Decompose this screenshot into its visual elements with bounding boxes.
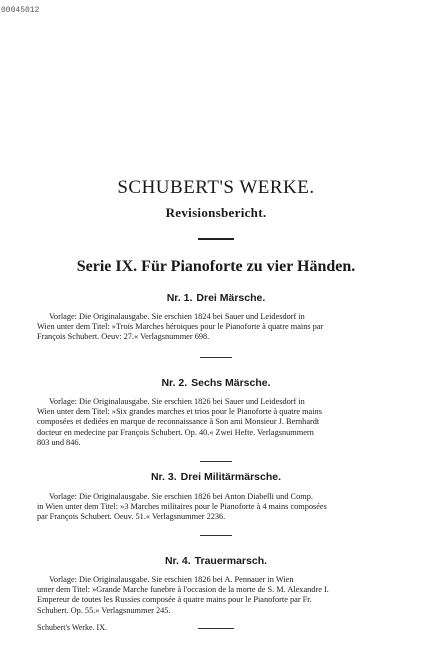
section-number: Nr. 3. bbox=[150, 471, 177, 483]
body-line: Vorlage: Die Originalausgabe. Sie erschien 1824 bei Sauer und Leidesdorf in bbox=[49, 312, 305, 321]
section-heading bbox=[0, 471, 432, 483]
body-line: François Schubert. Oeuv: 27.« Verlagsnummer 698. bbox=[37, 332, 210, 342]
section-heading bbox=[0, 377, 432, 389]
page-title: SCHUBERT'S WERKE. bbox=[117, 177, 315, 198]
section-divider bbox=[200, 461, 232, 462]
section-number: Nr. 2. bbox=[161, 377, 188, 389]
body-line: Vorlage: Die Originalausgabe. Sie erschien 1826 bei Sauer und Leidesdorf in bbox=[49, 397, 305, 406]
page-subtitle: Revisionsbericht. bbox=[165, 205, 267, 220]
section-heading bbox=[0, 292, 432, 304]
title-divider bbox=[198, 238, 234, 240]
body-line: 803 und 846. bbox=[37, 437, 81, 447]
section-number: Nr. 1. bbox=[166, 292, 193, 304]
series-heading: Serie IX. Für Pianoforte zu vier Händen. bbox=[76, 258, 356, 275]
body-line: Schubert. Op. 55.« Verlagsnummer 245. bbox=[37, 605, 171, 615]
section-body bbox=[37, 492, 402, 523]
section-title: Trauermarsch. bbox=[194, 555, 268, 567]
section-divider bbox=[200, 357, 232, 358]
body-line: in Wien unter dem Titel: »3 Marches militaires pour le Pianoforte à 4 mains composées bbox=[37, 502, 327, 512]
body-line: Wien unter dem Titel: »Trois Marches héroiques pour le Pianoforte à quatre mains par bbox=[37, 322, 324, 332]
section-number: Nr. 4. bbox=[164, 555, 191, 567]
section-heading bbox=[0, 555, 432, 567]
page-id: 00045012 bbox=[1, 6, 40, 15]
section-divider bbox=[200, 535, 232, 536]
body-line: par François Schubert. Oeuv. 51.« Verlagsnummer 2236. bbox=[37, 512, 226, 522]
footer-divider bbox=[198, 628, 234, 629]
section-title: Sechs Märsche. bbox=[191, 377, 271, 389]
page-footer: Schubert's Werke. IX. bbox=[37, 623, 107, 632]
body-line: Vorlage: Die Originalausgabe. Sie erschien 1826 bei A. Pennauer in Wien bbox=[49, 575, 294, 584]
section-title: Drei Märsche. bbox=[196, 292, 266, 304]
section-body bbox=[37, 312, 402, 343]
body-line: Wien unter dem Titel: »Six grandes marches et trios pour le Pianoforte à quatre mains bbox=[37, 407, 322, 417]
section-body bbox=[37, 575, 402, 616]
body-line: docteur en medecine par François Schubert. Op. 40.« Zwei Hefte. Verlagsnummern bbox=[37, 427, 314, 437]
section-body bbox=[37, 397, 402, 448]
body-line: Empereur de toutes les Russies composée à quatre mains pour le Pianoforte par Fr. bbox=[37, 595, 312, 605]
body-line: unter dem Titel: »Grande Marche funebre à l'occasion de la morte de S. M. Alexandre I. bbox=[37, 585, 329, 595]
body-line: Vorlage: Die Originalausgabe. Sie erschien 1826 bei Anton Diabelli und Comp. bbox=[49, 492, 313, 501]
section-title: Drei Militärmärsche. bbox=[180, 471, 282, 483]
body-line: composées et dediées en marque de reconnaissance à Son ami Monsieur J. Bernhardt bbox=[37, 417, 320, 427]
